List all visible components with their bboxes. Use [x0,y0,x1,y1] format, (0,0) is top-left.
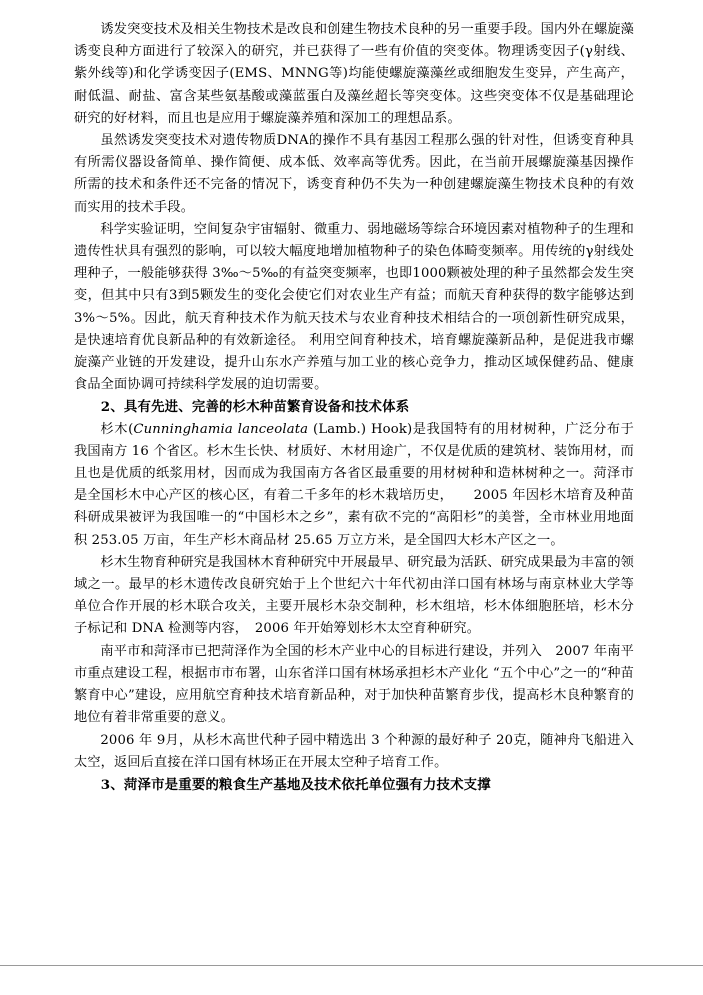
fir-intro-body: (Lamb.) Hook)是我国特有的用材树种，广泛分布于我国南方 16 个省区。杉木生长快、材质好、木材用途广，不仅是优质的建筑材、装饰用材，而且也是优质的纸浆用材，因而成为我国南方各省区最重要的用材树种和造林树种之一。菏泽市是全国杉木中心产区的核心区，有着二千多年的杉木栽培历史， 2005 年因杉木培育及种苗科研成果被评为我国唯一的“中国杉木之乡”，素有砍不完的“高阳杉”的美誉，全市林业用地面积 253.05 万亩，年生产杉木商品材 25.65 万立方米，是全国四大杉木产区之一。 [74,421,634,548]
fir-intro-prefix: 杉木( [100,421,134,437]
paragraph-fir-industry-center: 南平市和菏泽市已把菏泽作为全国的杉木产业中心的目标进行建设，并列入 2007 年南平市重点建设工程，根据市市布署，山东省洋口国有林场承担杉木产业化 “五个中心”之一的“种苗繁育中心”建设，应用航空育种技术培育新品种，对于加快种苗繁育步伐，提高杉木良种繁育的地位有着非常重要的意义。 [74,643,634,726]
document-body [74,19,634,796]
fir-latin-name: Cunninghamia lanceolata [133,421,309,437]
paragraph-mutation-advantages: 虽然诱发突变技术对遗传物质DNA的操作不具有基因工程那么强的针对性，但诱变育种具有所需仪器设备简单、操作简便、成本低、效率高等优秀。因此，在当前开展螺旋藻基因操作所需的技术和条件还不完备的情况下，诱变育种仍不失为一种创建螺旋藻生物技术良种的有效而实用的技术手段。 [74,133,634,215]
paragraph-fir-intro [74,419,634,552]
paragraph-fir-research: 杉木生物育种研究是我国林木育种研究中开展最早、研究最为活跃、研究成果最为丰富的领域之一。最早的杉木遗传改良研究始于上个世纪六十年代初由洋口国有林场与南京林业大学等单位合作开展的杉木联合攻关，主要开展杉木杂交制种，杉木组培，杉木体细胞胚培，杉木分子标记和 DNA 检测等内容， 2006 年开始筹划杉木太空育种研究。 [74,554,634,637]
section-heading-fir-breeding: 2、具有先进、完善的杉木种苗繁育设备和技术体系 [100,399,410,416]
section-heading-grain-base: 3、菏泽市是重要的粮食生产基地及技术依托单位强有力技术支撑 [100,776,491,793]
paragraph-fir-space-seeds: 2006 年 9月，从杉木高世代种子园中精选出 3 个种源的最好种子 20克，随神舟飞船进入太空，返回后直接在洋口国有林场正在开展太空种子培育工作。 [74,732,634,770]
page-bottom-divider [0,965,703,966]
paragraph-mutation-breeding: 诱发突变技术及相关生物技术是改良和创建生物技术良种的另一重要手段。国内外在螺旋藻诱变良种方面进行了较深入的研究，并已获得了一些有价值的突变体。物理诱变因子(γ射线、紫外线等)和化学诱变因子(EMS、MNNG等)均能使螺旋藻藻丝或细胞发生变异，产生高产，耐低温、耐盐、富含某些氨基酸或藻蓝蛋白及藻丝超长等突变体。这些突变体不仅是基础理论研究的好材料，而且也是应用于螺旋藻养殖和深加工的理想品系。 [74,22,634,126]
paragraph-space-breeding: 科学实验证明，空间复杂宇宙辐射、微重力、弱地磁场等综合环境因素对植物种子的生理和遗传性状具有强烈的影响，可以较大幅度地增加植物种子的染色体畸变频率。用传统的γ射线处理种子，一般能够获得 3‰～5‰的有益突变频率，也即1000颗被处理的种子虽然都会发生突变，但其中只有3到5颗发生的变化会使它们对农业生产有益；而航天育种获得的数字能够达到3%～5%。因此，航天育种技术作为航天技术与农业育种技术相结合的一项创新性研究成果，是快速培育优良新品种的有效新途径。 利用空间育种技术，培育螺旋藻新品种，是促进我市螺旋藻产业链的开发建设，提升山东水产养殖与加工业的核心竞争力，推动区域保健药品、健康食品全面协调可持续科学发展的迫切需要。 [74,221,634,393]
